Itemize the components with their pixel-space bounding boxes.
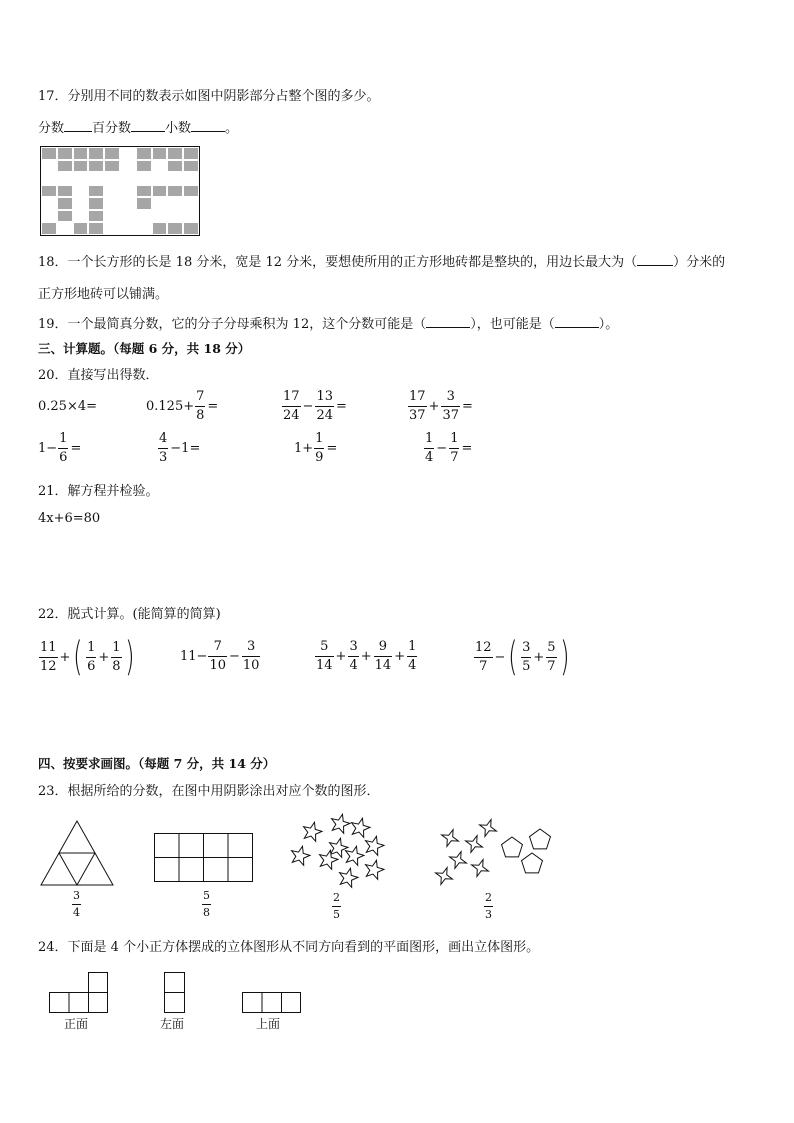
fraction: $\frac{1}{6}$ xyxy=(59,431,68,465)
grid-cell xyxy=(73,222,89,235)
grid-cell xyxy=(57,210,73,223)
q20-expr-5: 1− $\frac{1}{6}$ = xyxy=(38,431,82,465)
grid-cell xyxy=(136,147,152,160)
grid-cell xyxy=(88,160,104,173)
grid-cell xyxy=(152,210,168,223)
grid-cell xyxy=(152,147,168,160)
grid-cell xyxy=(57,160,73,173)
grid-cell xyxy=(167,222,183,235)
grid-cell xyxy=(152,185,168,198)
fraction: $\frac{17}{37}$ xyxy=(409,389,426,423)
grid-cell xyxy=(183,147,199,160)
grid-cell xyxy=(120,197,136,210)
fraction: $\frac{3}{5}$ xyxy=(522,639,531,674)
grid-cell xyxy=(183,185,199,198)
fraction: $\frac{17}{24}$ xyxy=(283,389,300,423)
grid-cell xyxy=(167,147,183,160)
fraction: $\frac{5}{14}$ xyxy=(316,639,333,673)
grid-cell xyxy=(167,172,183,185)
shaded-grid-figure xyxy=(40,146,200,236)
grid-cell xyxy=(57,172,73,185)
q23-frac-1 xyxy=(71,890,82,918)
blank-q19-a[interactable] xyxy=(426,315,470,328)
grid-cell xyxy=(104,210,120,223)
label-decimal: 小数 xyxy=(165,121,192,136)
grid-cell xyxy=(183,172,199,185)
grid-cell xyxy=(183,222,199,235)
q20-expr-2: 0.125+ $\frac{7}{8}$ = xyxy=(146,389,219,423)
fraction: $\frac{5}{8}$ xyxy=(203,889,210,919)
label-fraction: 分数 xyxy=(38,121,65,136)
grid-cell xyxy=(104,147,120,160)
q20-expr-7: 1+ $\frac{1}{9}$ = xyxy=(294,431,338,465)
grid-cell xyxy=(152,197,168,210)
q17-fill-line: 分数 百分数 小数 。 xyxy=(38,121,239,136)
star-icon[interactable] xyxy=(340,868,358,887)
fraction: $\frac{7}{8}$ xyxy=(196,389,205,423)
fraction: $\frac{12}{7}$ xyxy=(475,639,492,674)
stars-and-pentagons-figure[interactable] xyxy=(432,818,558,890)
q22-expr-4: $\frac{12}{7}$ − ( $\frac{3}{5}$ + $\frac{5}{7}$ ) xyxy=(475,634,570,680)
front-view-figure xyxy=(49,972,109,1014)
section-4-heading: 四、按要求画图。（每题 7 分，共 14 分） xyxy=(38,756,276,771)
grid-cell xyxy=(57,185,73,198)
grid-cell xyxy=(136,172,152,185)
grid-cell xyxy=(41,210,57,223)
grid-cell xyxy=(41,172,57,185)
fraction: $\frac{13}{24}$ xyxy=(316,389,333,423)
star-icon[interactable] xyxy=(366,836,384,855)
four-point-star-icon[interactable] xyxy=(436,868,453,885)
star-icon[interactable] xyxy=(330,838,348,857)
grid-cell xyxy=(167,185,183,198)
q17-text: 17．分别用不同的数表示如图中阴影部分占整个图的多少。 xyxy=(38,89,380,104)
star-icon[interactable] xyxy=(332,814,350,833)
grid-cell xyxy=(41,185,57,198)
grid-cell xyxy=(120,160,136,173)
grid-cell xyxy=(152,172,168,185)
grid-cell xyxy=(88,147,104,160)
fraction: $\frac{3}{37}$ xyxy=(442,389,459,423)
q23-frac-3 xyxy=(331,892,342,920)
grid-cell xyxy=(41,160,57,173)
fraction: $\frac{7}{10}$ xyxy=(209,639,226,673)
fraction: $\frac{9}{14}$ xyxy=(374,639,392,673)
grid-cell xyxy=(104,172,120,185)
blank-q18[interactable] xyxy=(637,253,673,266)
q20-expr-6: $\frac{4}{3}$ −1= xyxy=(159,431,201,465)
q20-expr-4: $\frac{17}{37}$ + $\frac{3}{37}$ = xyxy=(409,389,473,423)
grid-cell xyxy=(136,197,152,210)
grid-cell xyxy=(167,160,183,173)
q21-title: 21．解方程并检验。 xyxy=(38,484,159,499)
grid-cell xyxy=(88,185,104,198)
pentagon-icon[interactable] xyxy=(522,853,543,873)
grid-cell xyxy=(104,222,120,235)
q20-expr-1: 0.25×4= xyxy=(38,399,98,414)
rectangle-grid-figure[interactable] xyxy=(154,833,254,883)
grid-cell xyxy=(167,197,183,210)
fraction: $\frac{1}{4}$ xyxy=(425,431,434,465)
top-view-figure xyxy=(242,992,302,1014)
blank-q19-b[interactable] xyxy=(555,315,599,328)
fraction: $\frac{4}{3}$ xyxy=(159,431,168,465)
q19-text: 19．一个最简真分数，它的分子分母乘积为 12，这个分数可能是（ ），也可能是（ ）。 xyxy=(38,317,619,332)
grid-cell xyxy=(183,197,199,210)
q18-line1: 18．一个长方形的长是 18 分米，宽是 12 分米，要想使所用的正方形地砖都是整块的，用边长最大为（ ）分米的 xyxy=(38,255,726,270)
fraction: $\frac{2}{5}$ xyxy=(333,891,340,921)
grid-cell xyxy=(73,210,89,223)
q20-title: 20．直接写出得数． xyxy=(38,368,159,383)
grid-cell xyxy=(136,222,152,235)
fraction: $\frac{5}{7}$ xyxy=(547,639,556,674)
blank-percent[interactable] xyxy=(131,119,165,132)
grid-cell xyxy=(120,210,136,223)
grid-cell xyxy=(41,197,57,210)
grid-cell xyxy=(120,222,136,235)
q18-line2: 正方形地砖可以铺满。 xyxy=(38,287,169,302)
view-label-left: 左面 xyxy=(160,1017,185,1031)
grid-cell xyxy=(88,172,104,185)
grid-cell xyxy=(88,197,104,210)
grid-cell xyxy=(104,160,120,173)
q22-expr-1: $\frac{11}{12}$ + ( $\frac{1}{6}$ + $\frac{1}{8}$ ) xyxy=(40,634,135,680)
fraction: $\frac{1}{8}$ xyxy=(112,639,121,674)
fraction: $\frac{1}{6}$ xyxy=(87,639,96,674)
four-point-star-icon[interactable] xyxy=(450,852,467,869)
grid-cell xyxy=(104,185,120,198)
grid-cell xyxy=(57,222,73,235)
q22-expr-3: $\frac{5}{14}$ + $\frac{3}{4}$ + $\frac{9}{14}$ + $\frac{1}{4}$ xyxy=(316,639,417,673)
fraction: $\frac{11}{12}$ xyxy=(40,639,57,674)
q23-frac-2 xyxy=(201,890,212,918)
grid-cell xyxy=(183,210,199,223)
grid-cell xyxy=(57,197,73,210)
fraction: $\frac{3}{4}$ xyxy=(73,889,80,919)
q22-expr-2: 11− $\frac{7}{10}$ − $\frac{3}{10}$ xyxy=(180,639,260,673)
grid-cell xyxy=(136,210,152,223)
pentagon-icon[interactable] xyxy=(530,829,551,849)
blank-fraction[interactable] xyxy=(64,119,92,132)
grid-cell xyxy=(73,172,89,185)
star-icon[interactable] xyxy=(352,818,370,837)
grid-cell xyxy=(41,147,57,160)
view-label-top: 上面 xyxy=(256,1017,281,1031)
q20-expr-3: $\frac{17}{24}$ − $\frac{13}{24}$ = xyxy=(283,389,347,423)
q24-title: 24．下面是 4 个小正方体摆成的立体图形从不同方向看到的平面图形，画出立体图形。 xyxy=(38,940,540,955)
grid-cell xyxy=(73,160,89,173)
q23-frac-4 xyxy=(483,892,494,920)
grid-cell xyxy=(183,160,199,173)
grid-cell xyxy=(73,147,89,160)
grid-cell xyxy=(104,197,120,210)
q21-equation: 4x+6=80 xyxy=(38,511,101,526)
label-percent: 百分数 xyxy=(92,121,132,136)
q23-title: 23．根据所给的分数，在图中用阴影涂出对应个数的图形． xyxy=(38,784,380,799)
q22-title: 22．脱式计算。(能简算的简算) xyxy=(38,607,221,622)
four-point-star-icon[interactable] xyxy=(480,820,497,837)
grid-cell xyxy=(167,210,183,223)
grid-cell xyxy=(152,222,168,235)
grid-cell xyxy=(120,147,136,160)
four-point-star-icon[interactable] xyxy=(442,830,459,847)
four-point-star-icon[interactable] xyxy=(472,860,489,877)
grid-cell xyxy=(41,222,57,235)
grid-cell xyxy=(57,147,73,160)
grid-cell xyxy=(73,185,89,198)
fraction: $\frac{3}{4}$ xyxy=(349,639,358,673)
fraction: $\frac{3}{10}$ xyxy=(242,639,260,673)
star-icon[interactable] xyxy=(304,822,322,841)
left-view-figure xyxy=(164,972,186,1014)
fraction: $\frac{1}{4}$ xyxy=(408,639,417,673)
triangle-figure[interactable] xyxy=(40,820,114,886)
fraction: $\frac{1}{9}$ xyxy=(315,431,324,465)
grid-cell xyxy=(136,185,152,198)
pentagon-icon[interactable] xyxy=(502,837,523,857)
section-3-heading: 三、计算题。（每题 6 分，共 18 分） xyxy=(38,341,251,356)
grid-cell xyxy=(88,210,104,223)
view-label-front: 正面 xyxy=(64,1017,89,1031)
grid-cell xyxy=(73,197,89,210)
grid-cell xyxy=(152,160,168,173)
ten-stars-figure[interactable] xyxy=(288,812,388,890)
q20-expr-8: $\frac{1}{4}$ − $\frac{1}{7}$ = xyxy=(425,431,473,465)
star-icon[interactable] xyxy=(292,846,310,865)
four-point-star-icon[interactable] xyxy=(466,836,483,853)
star-icon[interactable] xyxy=(366,860,384,879)
grid-cell xyxy=(120,172,136,185)
star-icon[interactable] xyxy=(346,846,364,865)
fraction: $\frac{2}{3}$ xyxy=(485,891,492,921)
blank-decimal[interactable] xyxy=(191,119,225,132)
grid-cell xyxy=(136,160,152,173)
grid-cell xyxy=(120,185,136,198)
grid-cell xyxy=(88,222,104,235)
fraction: $\frac{1}{7}$ xyxy=(450,431,459,465)
